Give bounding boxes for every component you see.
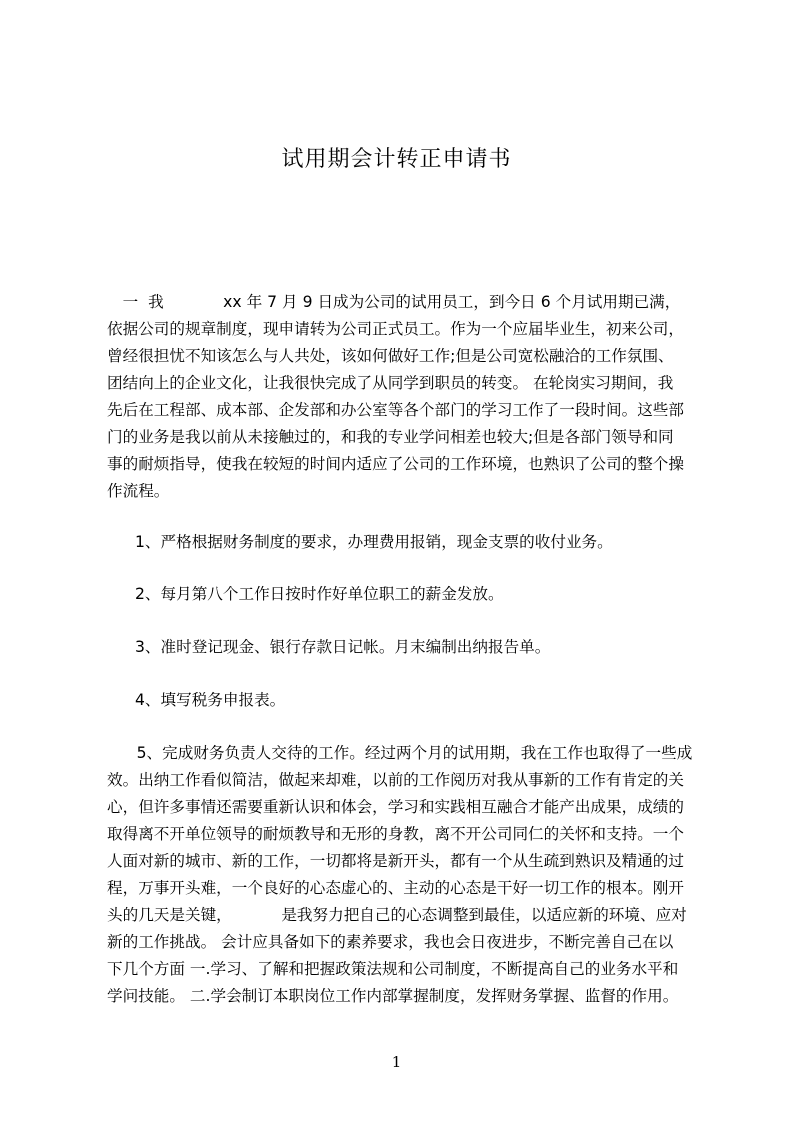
page-number: 1 [391, 1053, 402, 1071]
text-line: 门的业务是我以前从未接触过的，和我的专业学问相差也较大;但是各部门领导和同 [107, 428, 674, 446]
list-item: 4、填写税务申报表。 [135, 691, 286, 709]
text-line: 效。出纳工作看似简洁，做起来却难，以前的工作阅历对我从事新的工作有肯定的关 [107, 771, 684, 789]
text-line: 团结向上的企业文化，让我很快完成了从同学到职员的转变。 在轮岗实习期间，我 [107, 374, 674, 392]
text-line: 作流程。 [107, 482, 170, 500]
text-line: 事的耐烦指导，使我在较短的时间内适应了公司的工作环境，也熟识了公司的整个操 [107, 455, 684, 473]
text-line: 5、完成财务负责人交待的工作。经过两个月的试用期，我在工作也取得了一些成 [121, 744, 693, 762]
text-line: 程，万事开头难，一个良好的心态虚心的、主动的心态是干好一切工作的根本。刚开 [107, 879, 684, 897]
text-line: 学问技能。 二.学会制订本职岗位工作内部掌握制度，发挥财务掌握、监督的作用。 [107, 987, 679, 1005]
list-item: 2、每月第八个工作日按时作好单位职工的薪金发放。 [135, 585, 504, 603]
text-line: 一 我 xx 年 7 月 9 日成为公司的试用员工，到今日 6 个月试用期已满， [107, 293, 681, 311]
page-title: 试用期会计转正申请书 [281, 147, 512, 172]
text-line: 下几个方面 一.学习、了解和把握政策法规和公司制度，不断提高自己的业务水平和 [107, 960, 679, 978]
text-line: 人面对新的城市、新的工作，一切都将是新开头，都有一个从生疏到熟识及精通的过 [107, 852, 684, 870]
text-line: 心，但许多事情还需要重新认识和体会，学习和实践相互融合才能产出成果，成绩的 [107, 798, 684, 816]
text-line: 先后在工程部、成本部、企发部和办公室等各个部门的学习工作了一段时间。这些部 [107, 401, 684, 419]
list-item: 3、准时登记现金、银行存款日记帐。月末编制出纳报告单。 [135, 638, 551, 656]
text-line: 头的几天是关键， 是我努力把自己的心态调整到最佳，以适应新的环境、应对 [107, 906, 687, 924]
text-line: 取得离不开单位领导的耐烦教导和无形的身教，离不开公司同仁的关怀和支持。一个 [107, 825, 684, 843]
list-item: 1、严格根据财务制度的要求，办理费用报销，现金支票的收付业务。 [135, 533, 613, 551]
text-line: 新的工作挑战。 会计应具备如下的素养要求，我也会日夜进步，不断完善自己在以 [107, 933, 674, 951]
text-line: 依据公司的规章制度，现申请转为公司正式员工。作为一个应届毕业生，初来公司， [107, 320, 684, 338]
text-line: 曾经很担忧不知该怎么与人共处，该如何做好工作;但是公司宽松融洽的工作氛围、 [107, 347, 674, 365]
